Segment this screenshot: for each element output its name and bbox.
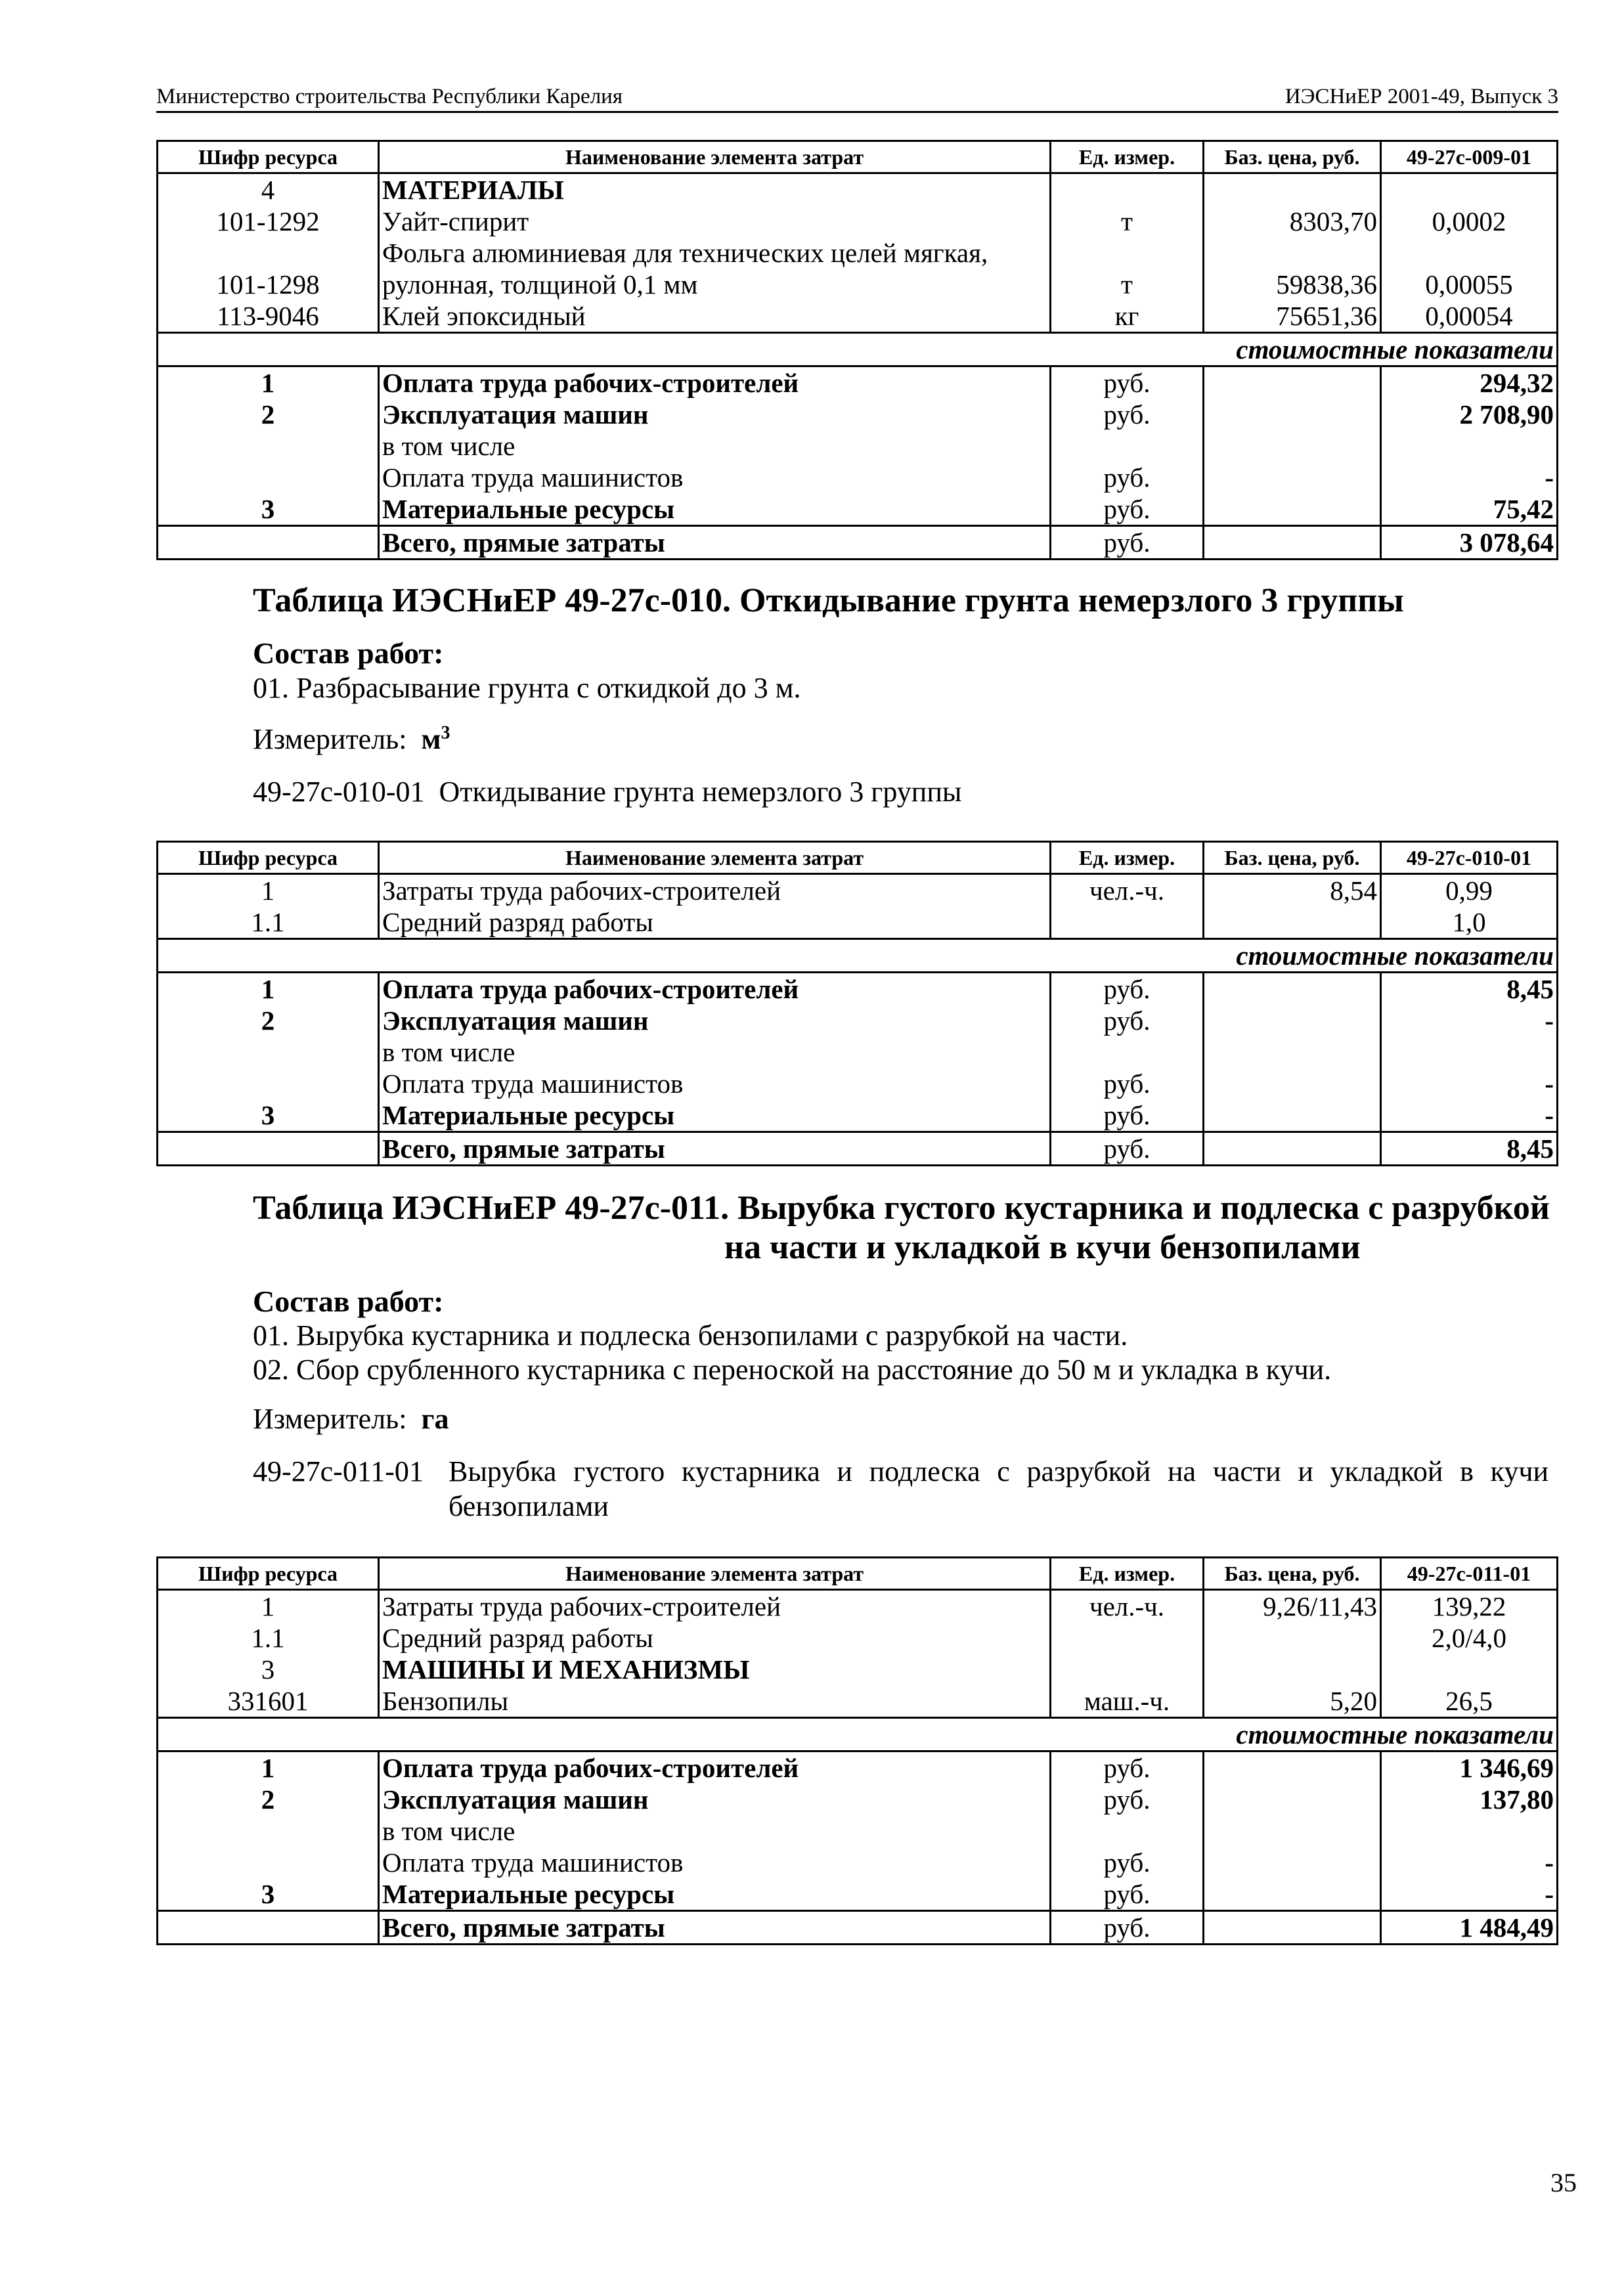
cell-code bbox=[158, 237, 379, 269]
cell-value: 1,0 bbox=[1381, 906, 1558, 939]
total-row bbox=[158, 1911, 1558, 1945]
cell-name: Всего, прямые затраты bbox=[379, 526, 1051, 560]
cell-price bbox=[1204, 1784, 1381, 1815]
cell-value: 137,80 bbox=[1381, 1784, 1558, 1815]
cell-value: 75,42 bbox=[1381, 493, 1558, 526]
table-header-row bbox=[158, 141, 1558, 173]
cell-name: Средний разряд работы bbox=[379, 1622, 1051, 1654]
cell-unit: кг bbox=[1051, 300, 1204, 333]
column-header-price: Баз. цена, руб. bbox=[1204, 141, 1381, 173]
cell-name: рулонная, толщиной 0,1 мм bbox=[379, 269, 1051, 300]
cell-code: 113-9046 bbox=[158, 300, 379, 333]
cell-price bbox=[1204, 1751, 1381, 1784]
cell-unit: руб. bbox=[1051, 1878, 1204, 1911]
cell-value: - bbox=[1381, 1878, 1558, 1911]
cell-value: 2,0/4,0 bbox=[1381, 1622, 1558, 1654]
cell-unit: руб. bbox=[1051, 973, 1204, 1005]
cell-unit: руб. bbox=[1051, 1099, 1204, 1132]
cell-unit: руб. bbox=[1051, 1068, 1204, 1099]
cell-value: 0,0002 bbox=[1381, 206, 1558, 237]
column-header-unit: Ед. измер. bbox=[1051, 141, 1204, 173]
table-title-011-line2: на части и укладкой в кучи бензопилами bbox=[724, 1229, 1361, 1266]
item-code: 49-27с-010-01 bbox=[253, 776, 425, 808]
work-composition-heading: Состав работ: bbox=[253, 1285, 444, 1318]
cell-code: 101-1292 bbox=[158, 206, 379, 237]
cell-code bbox=[158, 1036, 379, 1068]
cell-name: Всего, прямые затраты bbox=[379, 1911, 1051, 1945]
cell-name: Бензопилы bbox=[379, 1685, 1051, 1718]
cell-price bbox=[1204, 1911, 1381, 1945]
total-row bbox=[158, 526, 1558, 560]
cell-unit bbox=[1051, 1036, 1204, 1068]
work-operation: 01. Разбрасывание грунта с откидкой до 3 м. bbox=[253, 672, 801, 704]
cell-code: 2 bbox=[158, 1784, 379, 1815]
cell-unit: руб. bbox=[1051, 1005, 1204, 1036]
column-header-code: Шифр ресурса bbox=[158, 141, 379, 173]
cell-code bbox=[158, 1815, 379, 1847]
cell-value: - bbox=[1381, 1847, 1558, 1878]
table-title-011-line1: Таблица ИЭСНиЕР 49-27с-011. Вырубка густого кустарника и подлеска с разрубкой bbox=[253, 1189, 1550, 1227]
cell-code: 1 bbox=[158, 1751, 379, 1784]
cell-name: Материальные ресурсы bbox=[379, 493, 1051, 526]
column-header-unit: Ед. измер. bbox=[1051, 842, 1204, 874]
cell-code bbox=[158, 462, 379, 493]
column-header-unit: Ед. измер. bbox=[1051, 1558, 1204, 1590]
cell-price bbox=[1204, 1068, 1381, 1099]
measure-unit: $м^3$ bbox=[421, 722, 450, 755]
cell-price bbox=[1204, 1005, 1381, 1036]
cell-name: Оплата труда рабочих-строителей bbox=[379, 1751, 1051, 1784]
cell-code bbox=[158, 1068, 379, 1099]
cell-name: Оплата труда машинистов bbox=[379, 1068, 1051, 1099]
cost-row bbox=[158, 493, 1558, 526]
cell-price bbox=[1204, 973, 1381, 1005]
cost-indicators-label: стоимостные показатели bbox=[158, 333, 1558, 366]
item-line-010 bbox=[253, 775, 961, 808]
cell-unit: руб. bbox=[1051, 399, 1204, 430]
column-header-name: Наименование элемента затрат bbox=[379, 842, 1051, 874]
cost-row bbox=[158, 366, 1558, 399]
cell-code: 1 bbox=[158, 366, 379, 399]
cell-price bbox=[1204, 1099, 1381, 1132]
cost-row bbox=[158, 1815, 1558, 1847]
cell-value bbox=[1381, 1654, 1558, 1685]
cell-code: 1.1 bbox=[158, 906, 379, 939]
resource-table-010 bbox=[156, 841, 1558, 1166]
cell-name: Затраты труда рабочих-строителей bbox=[379, 874, 1051, 907]
cell-price bbox=[1204, 526, 1381, 560]
cell-unit: руб. bbox=[1051, 366, 1204, 399]
cell-value: - bbox=[1381, 462, 1558, 493]
cell-name: Оплата труда машинистов bbox=[379, 1847, 1051, 1878]
column-header-id: 49-27с-009-01 bbox=[1381, 141, 1558, 173]
cell-code bbox=[158, 1132, 379, 1166]
cell-code: 1 bbox=[158, 973, 379, 1005]
column-header-price: Баз. цена, руб. bbox=[1204, 1558, 1381, 1590]
cell-price: 8303,70 bbox=[1204, 206, 1381, 237]
cell-price bbox=[1204, 1036, 1381, 1068]
cell-unit: руб. bbox=[1051, 1784, 1204, 1815]
total-row bbox=[158, 1132, 1558, 1166]
cell-name: Затраты труда рабочих-строителей bbox=[379, 1590, 1051, 1623]
cell-unit: т bbox=[1051, 269, 1204, 300]
cell-name: МАТЕРИАЛЫ bbox=[379, 173, 1051, 206]
column-header-name: Наименование элемента затрат bbox=[379, 1558, 1051, 1590]
cell-code: 2 bbox=[158, 1005, 379, 1036]
table-row bbox=[158, 906, 1558, 939]
cell-value: 0,99 bbox=[1381, 874, 1558, 907]
cell-unit bbox=[1051, 237, 1204, 269]
cell-code: 1 bbox=[158, 1590, 379, 1623]
table-title-010: Таблица ИЭСНиЕР 49-27с-010. Откидывание грунта немерзлого 3 группы bbox=[253, 582, 1404, 619]
header-publication: ИЭСНиЕР 2001-49, Выпуск 3 bbox=[1284, 85, 1558, 108]
table-row bbox=[158, 300, 1558, 333]
cell-name: Эксплуатация машин bbox=[379, 1005, 1051, 1036]
cell-unit: руб. bbox=[1051, 462, 1204, 493]
cell-price bbox=[1204, 366, 1381, 399]
table-row bbox=[158, 173, 1558, 206]
table-row bbox=[158, 1590, 1558, 1623]
cost-row bbox=[158, 462, 1558, 493]
cell-price bbox=[1204, 237, 1381, 269]
cell-price bbox=[1204, 493, 1381, 526]
cell-code: 3 bbox=[158, 493, 379, 526]
table-row bbox=[158, 874, 1558, 907]
table-header-row bbox=[158, 842, 1558, 874]
cell-value: 1 484,49 bbox=[1381, 1911, 1558, 1945]
cell-name: Эксплуатация машин bbox=[379, 1784, 1051, 1815]
cell-name: МАШИНЫ И МЕХАНИЗМЫ bbox=[379, 1654, 1051, 1685]
cell-code bbox=[158, 526, 379, 560]
cell-unit bbox=[1051, 906, 1204, 939]
table-row bbox=[158, 1654, 1558, 1685]
cell-price: 75651,36 bbox=[1204, 300, 1381, 333]
cell-value bbox=[1381, 1036, 1558, 1068]
cell-value: 1 346,69 bbox=[1381, 1751, 1558, 1784]
cell-code: 3 bbox=[158, 1099, 379, 1132]
column-header-id: 49-27с-010-01 bbox=[1381, 842, 1558, 874]
measure-label: Измеритель: га bbox=[253, 1403, 449, 1435]
table-row bbox=[158, 206, 1558, 237]
column-header-name: Наименование элемента затрат bbox=[379, 141, 1051, 173]
cell-price bbox=[1204, 1622, 1381, 1654]
cost-indicators-row bbox=[158, 1718, 1558, 1751]
cell-code: 1 bbox=[158, 874, 379, 907]
cell-code: 3 bbox=[158, 1654, 379, 1685]
cell-value: - bbox=[1381, 1068, 1558, 1099]
column-header-code: Шифр ресурса bbox=[158, 842, 379, 874]
cell-unit: руб. bbox=[1051, 493, 1204, 526]
cost-row bbox=[158, 430, 1558, 462]
cell-price bbox=[1204, 906, 1381, 939]
cell-code bbox=[158, 1847, 379, 1878]
cell-price bbox=[1204, 173, 1381, 206]
cell-name: Оплата труда рабочих-строителей bbox=[379, 366, 1051, 399]
cell-unit: чел.-ч. bbox=[1051, 874, 1204, 907]
cell-name: Эксплуатация машин bbox=[379, 399, 1051, 430]
cell-value: 0,00054 bbox=[1381, 300, 1558, 333]
cost-indicators-label: стоимостные показатели bbox=[158, 939, 1558, 973]
work-operation: 02. Сбор срубленного кустарника с переноской на расстояние до 50 м и укладка в кучи. bbox=[253, 1354, 1332, 1386]
cost-indicators-row bbox=[158, 333, 1558, 366]
cell-name: Уайт-спирит bbox=[379, 206, 1051, 237]
cell-unit bbox=[1051, 1815, 1204, 1847]
cell-code: 3 bbox=[158, 1878, 379, 1911]
table-row bbox=[158, 237, 1558, 269]
table-row bbox=[158, 1622, 1558, 1654]
item-name-line2: бензопилами bbox=[449, 1490, 609, 1522]
cell-unit: чел.-ч. bbox=[1051, 1590, 1204, 1623]
cost-row bbox=[158, 1784, 1558, 1815]
item-name-line1: Вырубка густого кустарника и подлеска с разрубкой на части и укладкой в кучи bbox=[449, 1455, 1548, 1487]
cell-code: 4 bbox=[158, 173, 379, 206]
cell-value bbox=[1381, 1815, 1558, 1847]
cell-price bbox=[1204, 1132, 1381, 1166]
cell-price: 9,26/11,43 bbox=[1204, 1590, 1381, 1623]
cell-value: 3 078,64 bbox=[1381, 526, 1558, 560]
cell-value: 2 708,90 bbox=[1381, 399, 1558, 430]
cell-unit bbox=[1051, 1622, 1204, 1654]
resource-table-011 bbox=[156, 1556, 1558, 1945]
cell-name: Материальные ресурсы bbox=[379, 1878, 1051, 1911]
cell-name: Средний разряд работы bbox=[379, 906, 1051, 939]
cell-code: 101-1298 bbox=[158, 269, 379, 300]
column-header-price: Баз. цена, руб. bbox=[1204, 842, 1381, 874]
cell-code: 1.1 bbox=[158, 1622, 379, 1654]
cell-unit: маш.-ч. bbox=[1051, 1685, 1204, 1718]
cost-row bbox=[158, 1005, 1558, 1036]
table-row bbox=[158, 269, 1558, 300]
cell-code bbox=[158, 1911, 379, 1945]
cell-value: 8,45 bbox=[1381, 1132, 1558, 1166]
cell-name: в том числе bbox=[379, 1815, 1051, 1847]
cell-price bbox=[1204, 462, 1381, 493]
cell-unit bbox=[1051, 173, 1204, 206]
cell-price bbox=[1204, 430, 1381, 462]
cell-code: 2 bbox=[158, 399, 379, 430]
cost-row bbox=[158, 973, 1558, 1005]
cell-price: 59838,36 bbox=[1204, 269, 1381, 300]
column-header-code: Шифр ресурса bbox=[158, 1558, 379, 1590]
cell-unit: руб. bbox=[1051, 1911, 1204, 1945]
cell-price: 5,20 bbox=[1204, 1685, 1381, 1718]
cell-unit: руб. bbox=[1051, 1132, 1204, 1166]
cell-name: Оплата труда машинистов bbox=[379, 462, 1051, 493]
item-code: 49-27с-011-01 bbox=[253, 1455, 424, 1487]
cell-price bbox=[1204, 399, 1381, 430]
table-header-row bbox=[158, 1558, 1558, 1590]
cell-name: Оплата труда рабочих-строителей bbox=[379, 973, 1051, 1005]
page-number: 35 bbox=[1550, 2168, 1577, 2197]
cell-price bbox=[1204, 1847, 1381, 1878]
cell-unit: руб. bbox=[1051, 1751, 1204, 1784]
cell-value: 139,22 bbox=[1381, 1590, 1558, 1623]
measure-unit: га bbox=[421, 1403, 449, 1435]
cell-name: Материальные ресурсы bbox=[379, 1099, 1051, 1132]
cost-row bbox=[158, 1878, 1558, 1911]
cell-code bbox=[158, 430, 379, 462]
cost-row bbox=[158, 1847, 1558, 1878]
cell-name: Фольга алюминиевая для технических целей мягкая, bbox=[379, 237, 1051, 269]
cost-row bbox=[158, 1099, 1558, 1132]
cell-name: в том числе bbox=[379, 1036, 1051, 1068]
cost-row bbox=[158, 399, 1558, 430]
cost-indicators-label: стоимостные показатели bbox=[158, 1718, 1558, 1751]
table-row bbox=[158, 1685, 1558, 1718]
column-header-id: 49-27с-011-01 bbox=[1381, 1558, 1558, 1590]
cell-name: Клей эпоксидный bbox=[379, 300, 1051, 333]
cost-indicators-row bbox=[158, 939, 1558, 973]
cost-row bbox=[158, 1068, 1558, 1099]
cell-unit bbox=[1051, 1654, 1204, 1685]
work-composition-heading: Состав работ: bbox=[253, 636, 444, 670]
resource-table-009 bbox=[156, 140, 1558, 560]
cell-unit: руб. bbox=[1051, 1847, 1204, 1878]
header-ministry: Министерство строительства Республики Карелия bbox=[156, 85, 623, 108]
cell-value: - bbox=[1381, 1099, 1558, 1132]
cell-name: Всего, прямые затраты bbox=[379, 1132, 1051, 1166]
page-header bbox=[156, 82, 1558, 113]
cell-value: 8,45 bbox=[1381, 973, 1558, 1005]
cell-price bbox=[1204, 1815, 1381, 1847]
cell-code: 331601 bbox=[158, 1685, 379, 1718]
cell-value: 26,5 bbox=[1381, 1685, 1558, 1718]
cell-value bbox=[1381, 430, 1558, 462]
cell-unit bbox=[1051, 430, 1204, 462]
cell-price bbox=[1204, 1878, 1381, 1911]
work-operation: 01. Вырубка кустарника и подлеска бензопилами с разрубкой на части. bbox=[253, 1319, 1128, 1352]
cell-value: - bbox=[1381, 1005, 1558, 1036]
cell-price bbox=[1204, 1654, 1381, 1685]
cell-value: 294,32 bbox=[1381, 366, 1558, 399]
item-name: Откидывание грунта немерзлого 3 группы bbox=[439, 776, 962, 808]
cell-price: 8,54 bbox=[1204, 874, 1381, 907]
cell-value bbox=[1381, 237, 1558, 269]
measure-label: Измеритель: $м^3$ bbox=[253, 722, 450, 755]
cell-unit: руб. bbox=[1051, 526, 1204, 560]
cell-unit: т bbox=[1051, 206, 1204, 237]
cost-row bbox=[158, 1036, 1558, 1068]
cost-row bbox=[158, 1751, 1558, 1784]
cell-value: 0,00055 bbox=[1381, 269, 1558, 300]
cell-name: в том числе bbox=[379, 430, 1051, 462]
cell-value bbox=[1381, 173, 1558, 206]
